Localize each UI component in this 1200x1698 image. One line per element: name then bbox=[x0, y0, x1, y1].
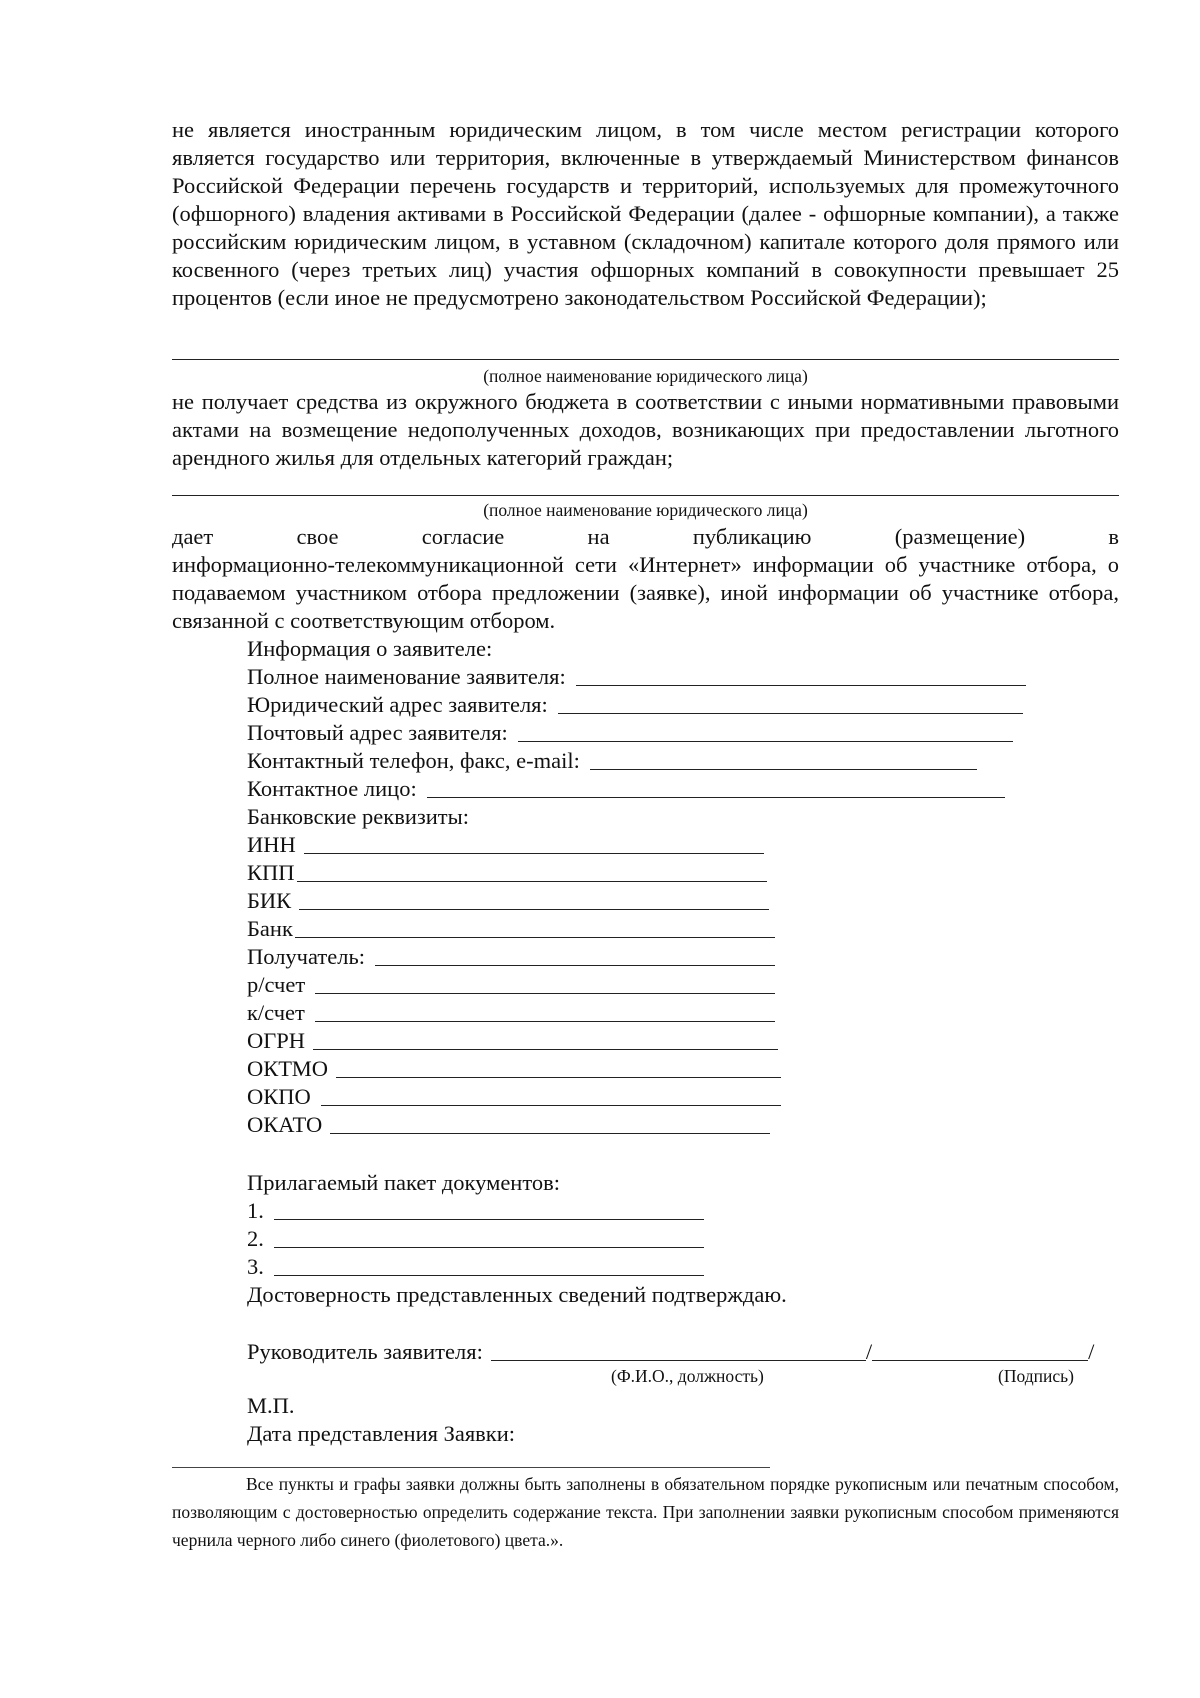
legal-address-field[interactable] bbox=[558, 713, 1023, 714]
legal-entity-name-line-2[interactable] bbox=[172, 495, 1119, 496]
document-item-row bbox=[247, 1225, 704, 1253]
confirmation-text: Достоверность представленных сведений подтверждаю. bbox=[247, 1282, 787, 1307]
document-item-number: 1. bbox=[247, 1198, 264, 1223]
rs-row bbox=[247, 971, 775, 999]
recipient-row bbox=[247, 943, 775, 971]
rs-label: р/счет bbox=[247, 972, 306, 997]
consent-paragraph-rest: информационно-телекоммуникационной сети «Интернет» информации об участнике отбора, о подаваемом участником отбора предложении (заявке), иной информации об участнике отбора, связанной с соответствующим отбором. bbox=[172, 552, 1119, 633]
footnote-text: Все пункты и графы заявки должны быть заполнены в обязательном порядке рукописным или печатным способом, позволяющим с достоверностью определить содержание текста. При заполнении заявки рукописным способом применяются чернила черного либо синего (фиолетового) цвета.». bbox=[172, 1474, 1119, 1550]
okpo-field[interactable] bbox=[321, 1105, 781, 1106]
contact-person-field[interactable] bbox=[427, 797, 1005, 798]
rs-field[interactable] bbox=[315, 993, 775, 994]
postal-address-field[interactable] bbox=[518, 741, 1013, 742]
full-name-label: Полное наименование заявителя: bbox=[247, 664, 566, 689]
oktmo-field[interactable] bbox=[336, 1077, 781, 1078]
bank-field[interactable] bbox=[295, 937, 775, 938]
document-item-number: 2. bbox=[247, 1226, 264, 1251]
bank-details-heading: Банковские реквизиты: bbox=[247, 804, 470, 829]
document-item-number: 3. bbox=[247, 1254, 264, 1279]
signature-slash-2: / bbox=[1088, 1339, 1095, 1364]
legal-entity-name-caption-2: (полное наименование юридического лица) bbox=[483, 500, 808, 520]
okato-row bbox=[247, 1111, 770, 1139]
legal-address-label: Юридический адрес заявителя: bbox=[247, 692, 548, 717]
head-signature-field[interactable] bbox=[872, 1360, 1088, 1361]
submission-date-label: Дата представления Заявки: bbox=[247, 1421, 516, 1446]
contact-person-label: Контактное лицо: bbox=[247, 776, 417, 801]
bank-row bbox=[247, 915, 775, 943]
legal-entity-name-line-1[interactable] bbox=[172, 359, 1119, 360]
consent-paragraph-first-line: дает свое согласие на публикацию (размещение) в bbox=[172, 524, 1119, 549]
okato-field[interactable] bbox=[330, 1133, 770, 1134]
bik-label: БИК bbox=[247, 888, 292, 913]
legal-address-row bbox=[247, 691, 1023, 719]
oktmo-label: ОКТМО bbox=[247, 1056, 328, 1081]
name-position-caption: (Ф.И.О., должность) bbox=[611, 1366, 764, 1386]
okato-label: ОКАТО bbox=[247, 1112, 323, 1137]
contacts-label: Контактный телефон, факс, e-mail: bbox=[247, 748, 580, 773]
ogrn-field[interactable] bbox=[313, 1049, 778, 1050]
ogrn-row bbox=[247, 1027, 778, 1055]
eligibility-paragraph-budget: не получает средства из окружного бюджета в соответствии с иными нормативными правовыми актами на возмещение недополученных доходов, возникающих при предоставлении льготного арендного жилья для отдельных категорий граждан; bbox=[172, 389, 1119, 470]
ogrn-label: ОГРН bbox=[247, 1028, 306, 1053]
full-name-row bbox=[247, 663, 1026, 691]
bik-row bbox=[247, 887, 769, 915]
kpp-field[interactable] bbox=[297, 881, 767, 882]
contacts-row bbox=[247, 747, 977, 775]
inn-label: ИНН bbox=[247, 832, 296, 857]
signature-row bbox=[247, 1338, 1094, 1366]
bik-field[interactable] bbox=[299, 909, 769, 910]
ks-row bbox=[247, 999, 775, 1027]
postal-address-label: Почтовый адрес заявителя: bbox=[247, 720, 508, 745]
contact-person-row bbox=[247, 775, 1005, 803]
legal-entity-name-caption-1: (полное наименование юридического лица) bbox=[483, 366, 808, 386]
kpp-row bbox=[247, 859, 767, 887]
stamp-mark: М.П. bbox=[247, 1393, 295, 1418]
contacts-field[interactable] bbox=[590, 769, 977, 770]
bank-label: Банк bbox=[247, 916, 293, 941]
head-name-field[interactable] bbox=[491, 1360, 866, 1361]
document-item-row bbox=[247, 1253, 704, 1281]
oktmo-row bbox=[247, 1055, 781, 1083]
eligibility-paragraph-offshore: не является иностранным юридическим лицом, в том числе местом регистрации которого является государство или территория, включенные в утверждаемый Министерством финансов Российской Федерации перечень государств и территорий, используемых для промежуточного (офшорного) владения активами в Российской Федерации (далее - офшорные компании), а также российским юридическим лицом, в уставном (складочном) капитале которого доля прямого или косвенного (через третьих лиц) участия офшорных компаний в совокупности превышает 25 процентов (если иное не предусмотрено законодательством Российской Федерации); bbox=[172, 117, 1119, 310]
inn-row bbox=[247, 831, 764, 859]
recipient-label: Получатель: bbox=[247, 944, 365, 969]
inn-field[interactable] bbox=[304, 853, 764, 854]
documents-heading: Прилагаемый пакет документов: bbox=[247, 1170, 561, 1195]
document-item-field[interactable] bbox=[274, 1247, 704, 1248]
okpo-label: ОКПО bbox=[247, 1084, 311, 1109]
footnote-separator bbox=[172, 1467, 770, 1468]
full-name-field[interactable] bbox=[576, 685, 1026, 686]
okpo-row bbox=[247, 1083, 781, 1111]
recipient-field[interactable] bbox=[375, 965, 775, 966]
document-item-row bbox=[247, 1197, 704, 1225]
ks-label: к/счет bbox=[247, 1000, 305, 1025]
signature-slash-1: / bbox=[865, 1339, 873, 1364]
applicant-info-heading: Информация о заявителе: bbox=[247, 636, 493, 661]
signature-caption: (Подпись) bbox=[998, 1366, 1074, 1386]
document-item-field[interactable] bbox=[274, 1219, 704, 1220]
kpp-label: КПП bbox=[247, 860, 295, 885]
head-label: Руководитель заявителя: bbox=[247, 1339, 483, 1364]
document-item-field[interactable] bbox=[274, 1275, 704, 1276]
postal-address-row bbox=[247, 719, 1013, 747]
ks-field[interactable] bbox=[315, 1021, 775, 1022]
